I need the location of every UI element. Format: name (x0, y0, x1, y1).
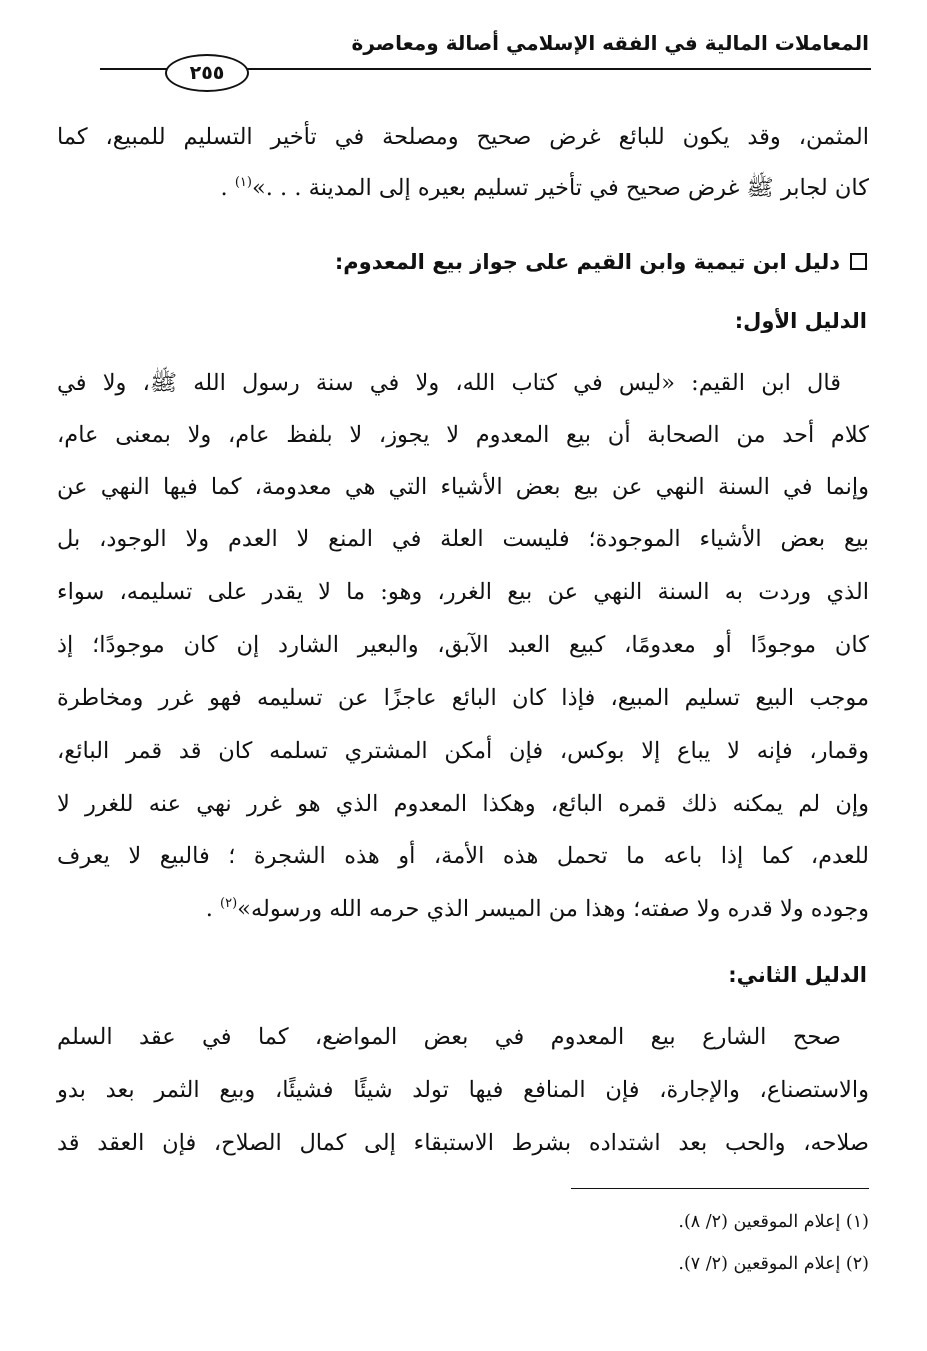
square-bullet-icon (850, 253, 867, 270)
body-line: بيع بعض الأشياء الموجودة؛ فليست العلة في المنع لا العدم ولا الوجود، بل (57, 526, 869, 552)
footnote-rule (571, 1188, 869, 1189)
body-line: كان موجودًا أو معدومًا، كبيع العبد الآبق، والبعير الشارد إن كان موجودًا؛ إذ (57, 632, 869, 658)
body-line: المثمن، وقد يكون للبائع غرض صحيح ومصلحة في تأخير التسليم للمبيع، كما (57, 124, 869, 150)
body-line: صحح الشارع بيع المعدوم في بعض المواضع، كما في عقد السلم (57, 1024, 841, 1050)
body-line: موجب البيع تسليم المبيع، فإذا كان البائع عاجزًا عن تسليمه فهو غرر ومخاطرة (57, 685, 869, 711)
body-line: وإن لم يمكنه ذلك قمره البائع، وهكذا المعدوم الذي هو غرر نهي عنه للغرر لا (57, 791, 869, 817)
page-number: ٢٥٥ (165, 54, 249, 92)
subheading-second-proof: الدليل الثاني: (728, 963, 867, 987)
body-line: قال ابن القيم: «ليس في كتاب الله، ولا في سنة رسول الله ﷺ، ولا في (57, 370, 841, 396)
footnote-ref: (٢) (220, 896, 238, 911)
body-line: كلام أحد من الصحابة أن بيع المعدوم لا يجوز، لا بلفظ عام، ولا بمعنى عام، (57, 422, 869, 448)
footnote-ref: (١) (234, 175, 252, 190)
footnote: (٢) إعلام الموقعين (٢/ ٧). (678, 1254, 869, 1274)
section-heading-text: دليل ابن تيمية وابن القيم على جواز بيع المعدوم: (334, 250, 840, 274)
body-line-text: وجوده ولا قدره ولا صفته؛ وهذا من الميسر الذي حرمه الله ورسوله» (237, 896, 869, 922)
body-line: الذي وردت به السنة النهي عن بيع الغرر، وهو: ما لا يقدر على تسليمه، سواء (57, 579, 869, 605)
end-mark: . (220, 175, 228, 201)
body-line: صلاحه، والحب بعد اشتداده بشرط الاستبقاء إلى كمال الصلاح، فإن العقد قد (57, 1130, 869, 1156)
section-heading (55, 245, 867, 279)
running-title: المعاملات المالية في الفقه الإسلامي أصالة ومعاصرة (351, 31, 869, 55)
body-line: وقمار، فإنه لا يباع إلا بوكس، فإن أمكن المشتري تسلمه كان قد قمر البائع، (57, 738, 869, 764)
subheading-first-proof: الدليل الأول: (734, 309, 867, 333)
body-line-text: كان لجابر ﷺ غرض صحيح في تأخير تسليم بعيره إلى المدينة . . .» (251, 175, 869, 201)
body-line: وإنما في السنة النهي عن بيع بعض الأشياء التي هي معدومة، كما فيها النهي عن (57, 474, 869, 500)
body-line (57, 892, 869, 932)
end-mark: . (205, 896, 213, 922)
body-line (57, 171, 869, 211)
body-line: للعدم، كما إذا باعه ما تحمل هذه الأمة، أو هذه الشجرة ؛ فالبيع لا يعرف (57, 843, 869, 869)
footnote: (١) إعلام الموقعين (٢/ ٨). (678, 1212, 869, 1232)
body-line: والاستصناع، والإجارة، فإن المنافع فيها تولد شيئًا فشيئًا، وبيع الثمر بعد بدو (57, 1077, 869, 1103)
